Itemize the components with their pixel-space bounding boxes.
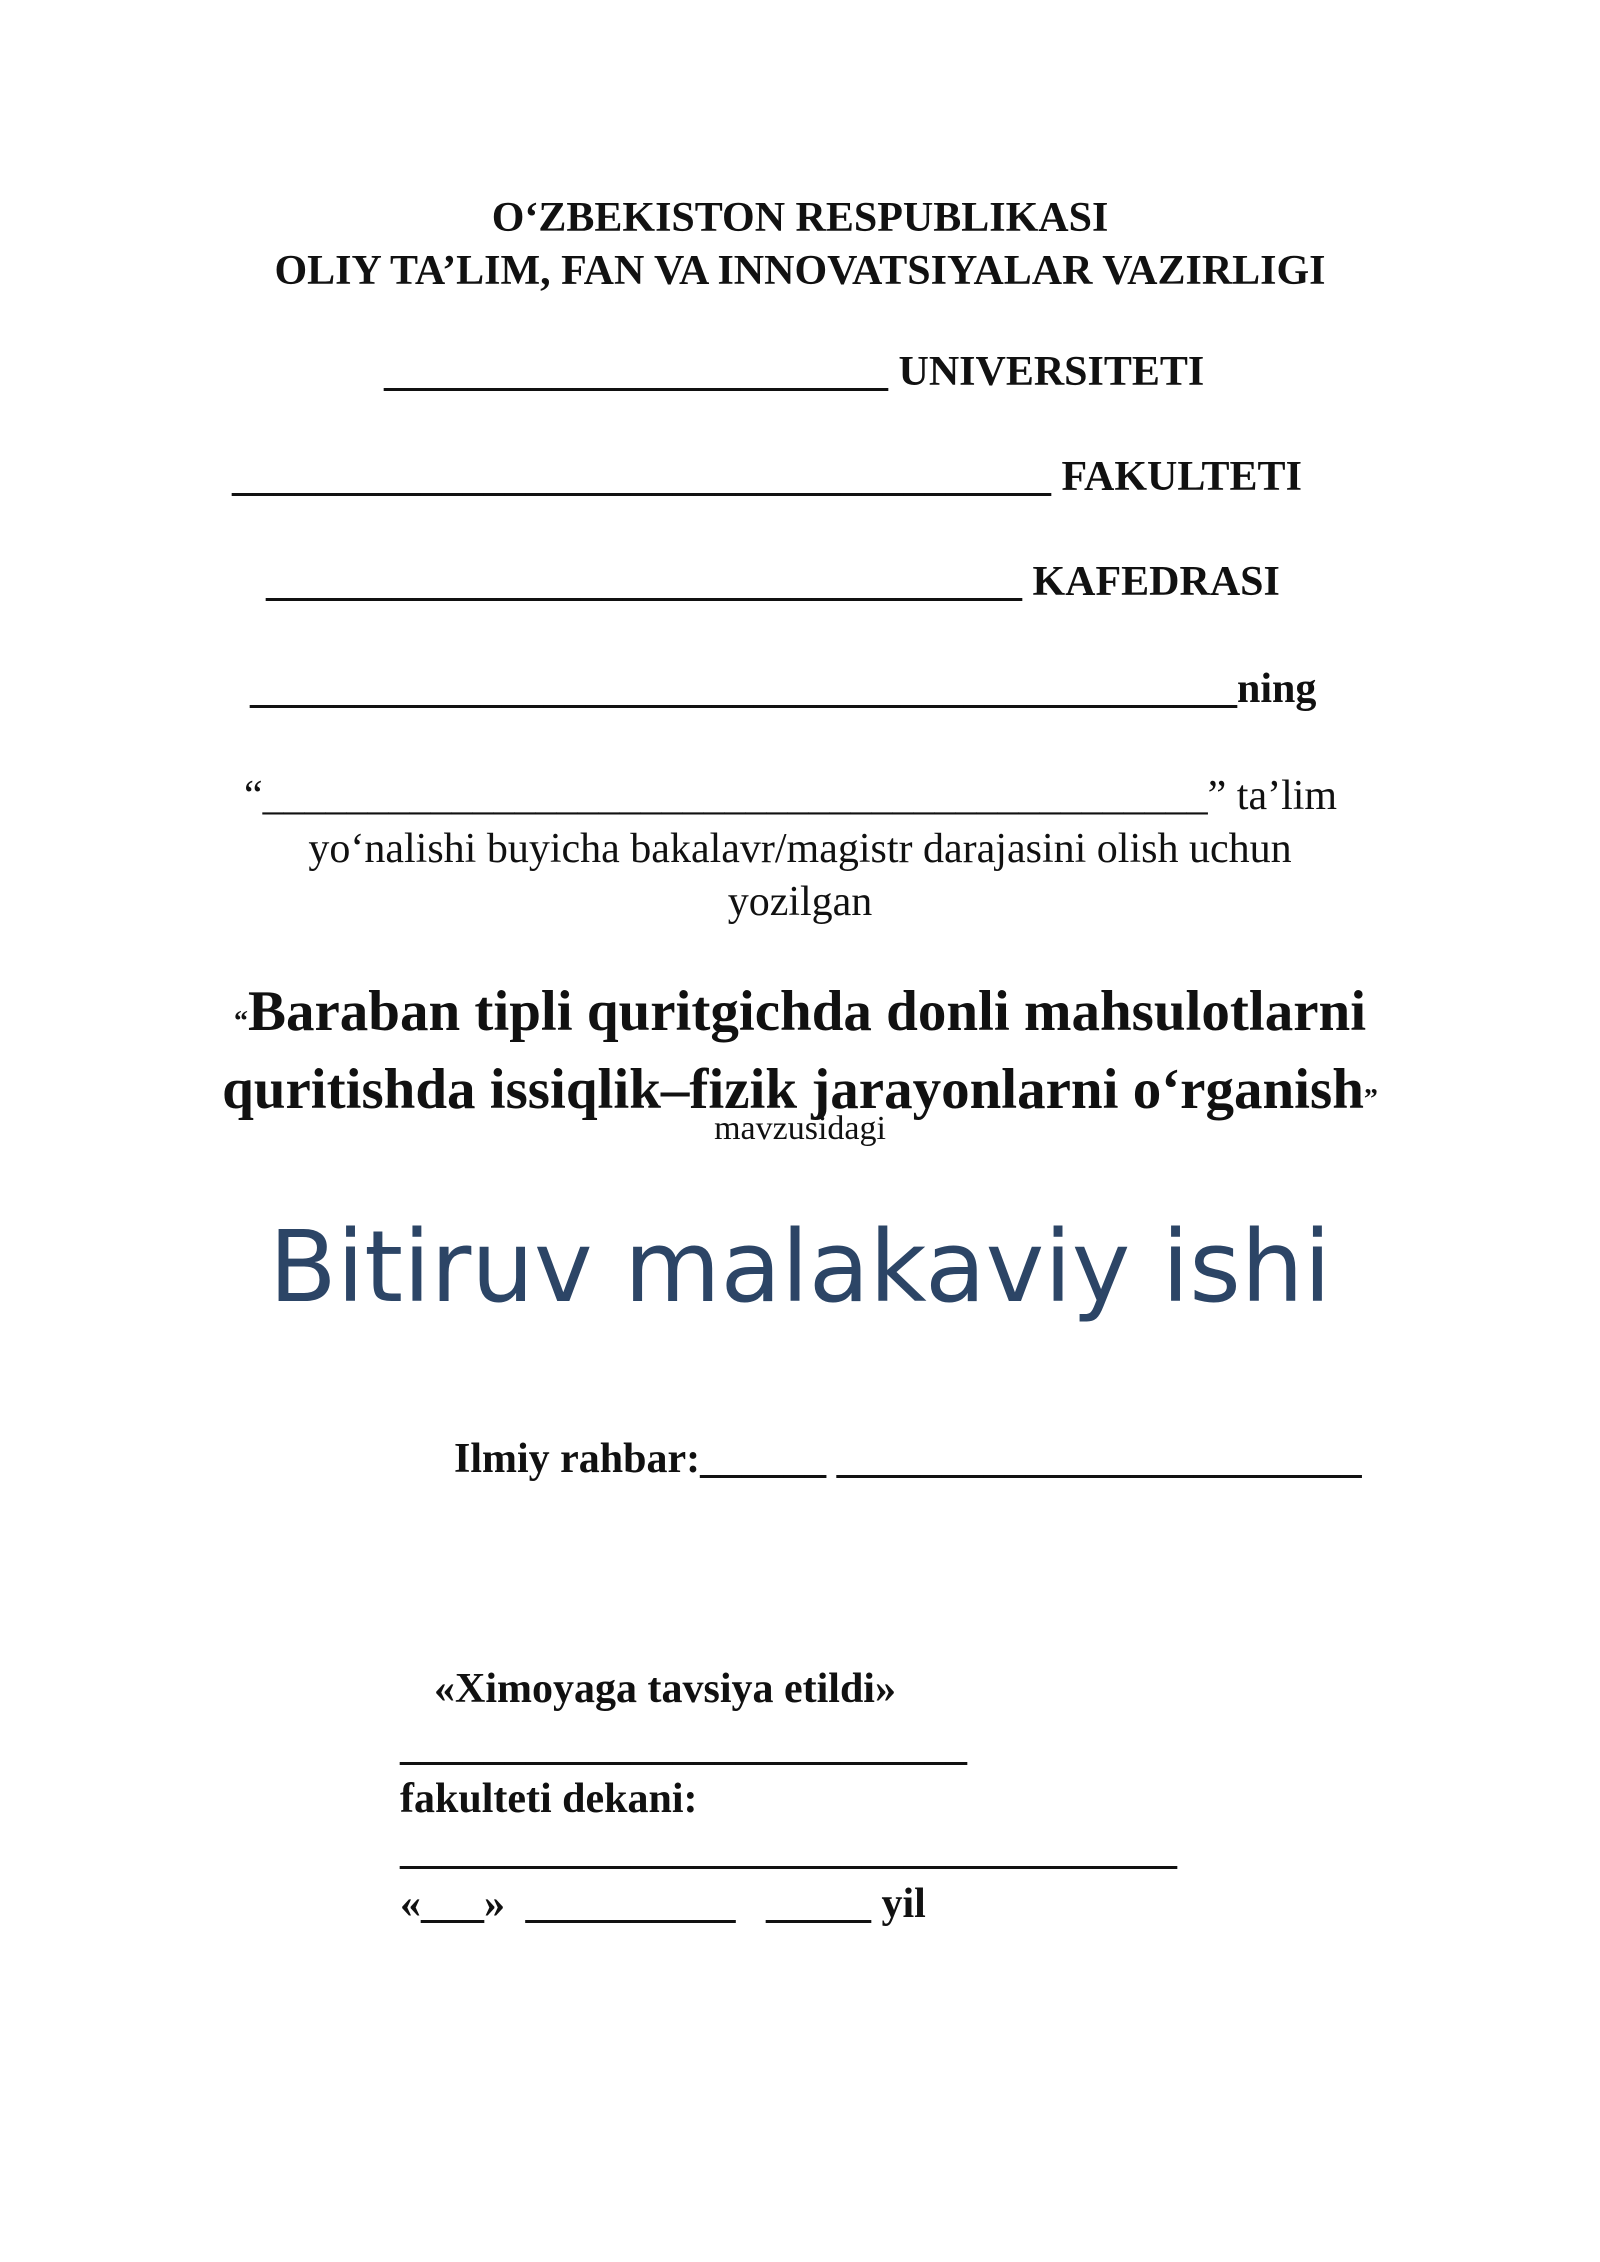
date-month: __________ (525, 1881, 736, 1927)
student-line (250, 665, 1316, 713)
topic-open-quote: “ (233, 1006, 248, 1037)
department-label: KAFEDRASI (1032, 559, 1280, 605)
university-blank: ________________________ (384, 349, 888, 395)
ministry-header (0, 192, 1600, 298)
department-blank: ____________________________________ (266, 559, 1022, 605)
study-direction-line (244, 770, 1337, 823)
supervisor-label: Ilmiy rahbar: (454, 1436, 701, 1482)
header-line-2: OLIY TA’LIM, FAN VA INNOVATSIYALAR VAZIRLIGI (274, 248, 1326, 294)
topic-line-1-text: Baraban tipli quritgichda donli mahsulotlarni (247, 980, 1367, 1043)
approval-signature-blank: ___________________________ (400, 1723, 967, 1769)
topic-line-1 (0, 978, 1600, 1056)
document-title: Bitiruv malakaviy ishi (268, 1210, 1332, 1325)
study-direction-suffix: ” ta’lim (1207, 773, 1338, 819)
university-line (384, 348, 1204, 396)
dean-label: fakulteti dekani: (400, 1776, 698, 1822)
study-direction-blank: _____________________________________________ (262, 773, 1208, 819)
study-direction-line-2: yo‘nalishi buyicha bakalavr/magistr darajasini olish uchun (308, 826, 1292, 872)
supervisor-line (454, 1435, 1362, 1483)
university-label: UNIVERSITETI (898, 349, 1205, 395)
date-day: «___» (400, 1881, 505, 1927)
header-line-1: O‘ZBEKISTON RESPUBLIKASI (491, 195, 1109, 241)
topic-close-quote: ” (1363, 1084, 1378, 1115)
date-year-blank: _____ (766, 1881, 871, 1927)
faculty-line (232, 453, 1302, 501)
dean-signature-blank: _____________________________________ (400, 1827, 1177, 1873)
student-suffix: ning (1237, 666, 1317, 712)
topic-note: mavzusidagi (714, 1110, 886, 1147)
supervisor-blank-1: ______ (700, 1436, 827, 1482)
study-open-quote: “ (244, 773, 263, 819)
faculty-label: FAKULTETI (1061, 454, 1302, 500)
date-year-label: yil (881, 1881, 926, 1927)
supervisor-blank-2: _________________________ (836, 1436, 1362, 1482)
study-direction-line-3: yozilgan (727, 879, 873, 925)
approval-date-line (400, 1880, 926, 1928)
department-line (266, 558, 1280, 606)
recommendation-text: «Ximoyaga tavsiya etildi» (434, 1666, 896, 1712)
faculty-blank: _______________________________________ (232, 454, 1051, 500)
student-blank: _______________________________________________ (250, 666, 1237, 712)
topic-line-2-text: quritishda issiqlik–fizik jarayonlarni o‘rganish (222, 1058, 1364, 1121)
